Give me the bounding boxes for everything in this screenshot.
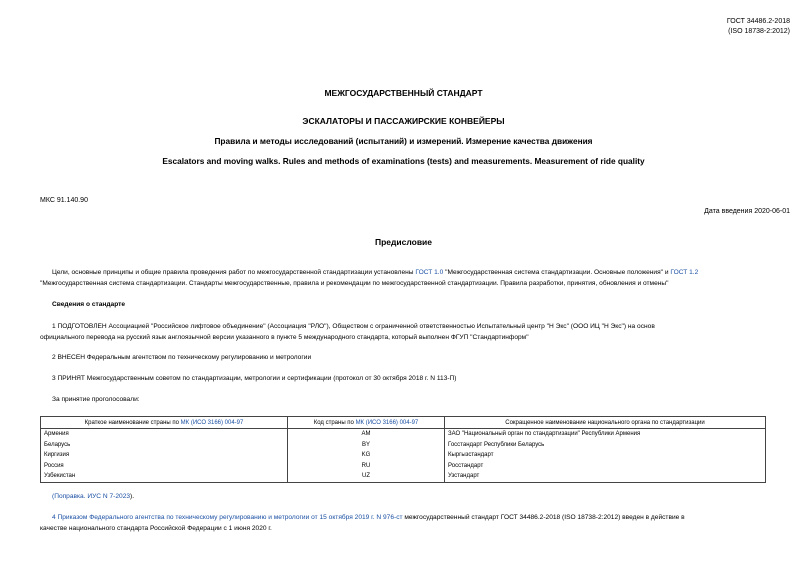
mk-iso-link[interactable]: МК (ИСО 3166) 004-97 [180,419,244,426]
table-row [41,450,766,461]
gost-1-0-link[interactable]: ГОСТ 1.0 [415,269,444,276]
mks-code: МКС 91.140.90 [40,197,88,204]
order-link[interactable]: Приказом Федерального агентства по техническому регулированию и метрологии от 15 октября 2019 г. N 976-ст [57,514,403,521]
item-4-number: 4 [52,514,58,521]
intro-date: Дата введения 2020-06-01 [704,208,790,215]
item-4-text: межгосударственный стандарт ГОСТ 34486.2-2018 (ISO 18738-2:2012) введен в действие в [402,514,685,521]
header-text: Код страны по [313,419,356,426]
amendment-link[interactable]: Поправка. ИУС N 7-2023 [54,493,131,500]
header-country [41,417,288,429]
gost-1-2-link[interactable]: ГОСТ 1.2 [670,269,699,276]
preface-text: Цели, основные принципы и общие правила проведения работ по межгосударственной стандартизации установлены [52,269,416,276]
body-cell: ЗАО "Национальный орган по стандартизации" Республики Армения [445,429,766,440]
code-cell: UZ [288,471,445,482]
item-4-line2: качестве национального стандарта Российской Федерации с 1 июня 2020 г. [40,525,272,532]
header-code [288,417,445,429]
table-row [41,471,766,482]
body-cell: Кыргызстандарт [445,450,766,461]
amendment-note [52,492,134,503]
countries-table [40,416,766,483]
country-cell: Узбекистан [41,471,288,482]
amendment-paren: ( [52,493,55,500]
header-text: Краткое наименование страны по [84,419,181,426]
item-3: 3 ПРИНЯТ Межгосударственным советом по стандартизации, метрологии и сертификации (протокол от 30 октября 2018 г. N 113-П) [52,375,457,382]
country-cell: Россия [41,461,288,472]
item-4-line1 [52,513,685,524]
document-subtitle: Правила и методы исследований (испытаний) и измерений. Измерение качества движения [214,136,593,146]
preface-paragraph-1 [52,268,698,279]
country-cell: Киргизия [41,450,288,461]
item-2: 2 ВНЕСЕН Федеральным агентством по техническому регулированию и метрологии [52,354,312,361]
preface-text: "Межгосударственная система стандартизации. Основные положения" и [443,269,671,276]
code-cell: AM [288,429,445,440]
info-heading: Сведения о стандарте [52,301,126,308]
english-title: Escalators and moving walks. Rules and methods of examinations (tests) and measurements. Measurement of ride quality [162,156,645,166]
body-cell: Узстандарт [445,471,766,482]
mk-iso-link[interactable]: МК (ИСО 3166) 004-97 [355,419,419,426]
document-title: ЭСКАЛАТОРЫ И ПАССАЖИРСКИЕ КОНВЕЙЕРЫ [302,116,505,126]
code-cell: KG [288,450,445,461]
preface-paragraph-1-line2: "Межгосударственная система стандартизации. Стандарты межгосударственные, правила и рекомендации по межгосударственной стандартизации. Правила разработки, принятия, обновления и отмены" [40,280,669,287]
body-cell: Росстандарт [445,461,766,472]
body-cell: Госстандарт Республики Беларусь [445,440,766,451]
header-body: Сокращенное наименование национального органа по стандартизации [445,417,766,429]
table-row [41,429,766,440]
item-1-line2: официального перевода на русский язык англоязычной версии указанного в пункте 5 международного стандарта, который выполнен ФГУП "Стандартинформ" [40,334,529,341]
table-row [41,440,766,451]
preface-heading: Предисловие [374,237,433,247]
table-row [41,461,766,472]
voted-label: За принятие проголосовали: [52,396,140,403]
gost-number: ГОСТ 34486.2-2018 [726,18,790,25]
gost-code [727,17,790,37]
standard-type: МЕЖГОСУДАРСТВЕННЫЙ СТАНДАРТ [324,88,483,98]
table-header-row [41,417,766,429]
code-cell: RU [288,461,445,472]
item-1-line1: 1 ПОДГОТОВЛЕН Ассоциацией "Российское лифтовое объединение" (Ассоциация "РЛО"), Обществом с ограниченной ответственностью Испытательный центр "Н Экс" (ООО ИЦ "Н Экс") на основ [52,323,655,330]
code-cell: BY [288,440,445,451]
iso-number: (ISO 18738-2:2012) [728,28,790,35]
country-cell: Беларусь [41,440,288,451]
amendment-paren: ). [130,493,135,500]
country-cell: Армения [41,429,288,440]
